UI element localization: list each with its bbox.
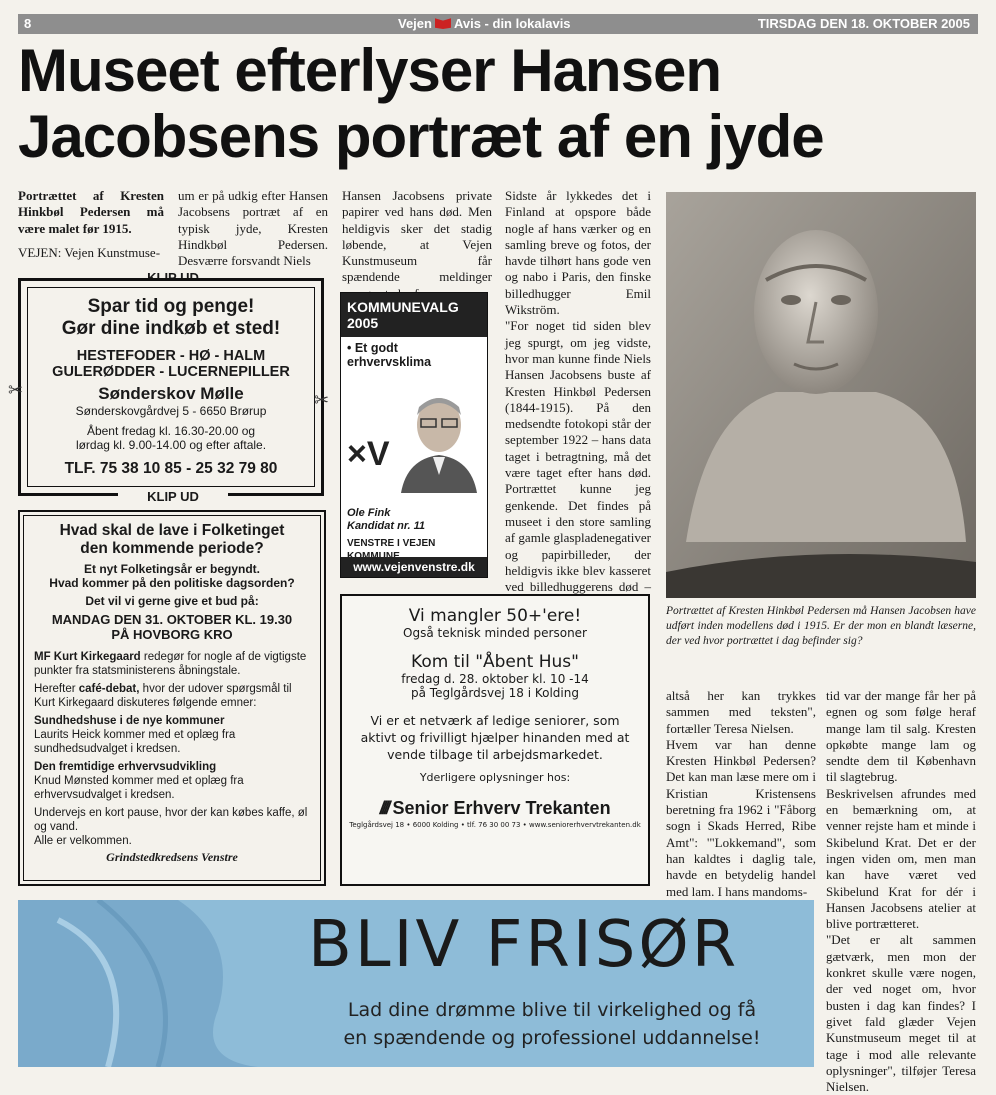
article-col-3: Hansen Jacobsens private papirer ved hans død. Men heldigvis sker det stadig løbende, at Vejen Kunstmuseum får spændende meldinger [342, 188, 492, 285]
article-col-5: altså her kan trykkes sammen med teksten", fortæller Teresa Nielsen. Hvem var han denne Kresten Hinkbøl Pedersen? Det kan man læse mere om i Kristian Kristensens beretning fra 1962 i "Fåborg sogn i Skads Herred, Ribe Amt": '"Lokkemand", som han kaldtes i daglig tale, havde en betydelig handel med lam. I hans mandoms- [666, 688, 816, 899]
election-url: www.vejenvenstre.dk [341, 557, 487, 577]
vote-mark-icon: ×V [347, 435, 390, 473]
newspaper-title: Vejen Avis - din lokalavis [398, 16, 571, 31]
bust-photo [666, 192, 976, 598]
issue-date: TIRSDAG DEN 18. OKTOBER 2005 [757, 16, 970, 31]
hair-illustration [18, 900, 318, 1067]
article-col-2: um er på udkig efter Hansen Jacobsens portræt af en typisk jyde, Kresten Hindkbøl Pedersen. Desværre forsvandt Niels [178, 188, 328, 269]
senior-erhverv-ad: Vi mangler 50+'ere! Også teknisk minded personer Kom til "Åbent Hus" fredag d. 28. oktober kl. 10 -14 på Teglgårdsvej 18 i Kolding Vi er et netværk af ledige seniorer, som aktivt og frivilligt hjælper hinanden med at vende tilbage til arbejdsmarkedet. Yderligere oplysninger hos: //// Senior Erhverv Trekanten Teglgårdsvej 18 • 6000 Kolding • tlf. 76 30 00 73 • www.seniorerhvervtrekanten.dk [340, 594, 650, 886]
bliv-frisor-ad: BLIV FRISØR Lad dine drømme blive til virkelighed og få en spændende og professionel uddannelse! [18, 900, 814, 1067]
klip-ud-bottom-label: KLIP UD [118, 489, 228, 504]
article-col-6: tid var der mange får her på egnen og som følge heraf mange lam til salg. Kresten opkøbte mange lam og sendte dem til København til slagtebrug. Beskrivelsen afrundes med en bemærkning om, at venner rejste ham et minde i Skibelund Krat. Det er der ingen viden om, men man kan have været ved Skibelund Krat for dér i Hansen Jacobsens atelier at blive portrætteret. "Det er alt sammen gætværk, men mon der konkret skulle være nogen, der ved noget om, hvor busten i dag kan findes? I givet fald glæder Vejen Kunstmuseum meget til at tage i mod alle relevante oplysninger", tilføjer Teresa Nielsen. [826, 688, 976, 1095]
page-number: 8 [24, 16, 32, 31]
book-icon [435, 17, 451, 29]
frisor-title: BLIV FRISØR [308, 908, 740, 982]
venstre-meeting-ad: Hvad skal de lave i Folketinget den kommende periode? Et nyt Folketingsår er begyndt. Hvad kommer på den politiske dagsorden? Det vil vi gerne give et bud på: MANDAG DEN 31. OKTOBER KL. 19.30 PÅ HOVBORG KRO MF Kurt Kirkegaard redegør for nogle af de vigtigste punkter fra statsministerens åbningstale. Herefter café-debat, hvor der udover spørgsmål til Kurt Kirkegaard diskuteres følgende emner: Sundhedshuse i de nye kommuner Laurits Heick kommer med et oplæg fra sundhedsudvalget i kredsen. Den fremtidige erhvervsudvikling Knud Mønsted kommer med et oplæg fra erhvervsudvalget i kredsen. Undervejs en kort pause, hvor der kan købes kaffe, øl og vand. Alle er velkommen. Grindstedkredsens Venstre [18, 510, 326, 886]
article-col-4: Sidste år lykkedes det i Finland at opspore både nogle af hans værker og en samling breve og fotos, der havde tilhørt hans gode ven og nabo i Paris, den finske billedhugger Emil Wikström. "For noget tid siden blev jeg spurgt, om jeg vidste, hvor man kunne finde Niels Hansen Jacobsens buste af Kresten Hinkbøl Pedersen (1844-1915). På den medsendte fotokopi står der september 1922 – hans data taget i betragtning, må det være taget efter hans død. Portrættet kunne jeg genkende. Det findes på museet i den store samling af gamle glaspladenegativer og papirbilleder, der heldigvis ikke blev kasseret ved billedhuggerens død – [505, 188, 651, 595]
sonderskov-ad: Spar tid og penge! Gør dine indkøb et sted! HESTEFODER - HØ - HALM GULERØDDER - LUCERNEPILLER Sønderskov Mølle Sønderskovgårdvej 5 - 6650 Brørup Åbent fredag kl. 16.30-20.00 og lørdag kl. 9.00-14.00 og efter aftale. TLF. 75 38 10 85 - 25 32 79 80 [18, 278, 324, 496]
candidate-photo [397, 385, 481, 493]
scissors-icon: ✂ [8, 380, 24, 400]
photo-caption: Portrættet af Kresten Hinkbøl Pedersen må Hansen Jacobsen have udført inden modellens død i 1915. Er der mon en blandt læserne, der ved hvor portrættet i dag befinder sig? [666, 605, 976, 647]
scissors-icon: ✂ [314, 390, 330, 410]
election-banner: KOMMUNEVALG 2005 [341, 293, 487, 337]
senior-logo: //// Senior Erhverv Trekanten [379, 798, 611, 818]
slash-logo-icon: //// [379, 798, 388, 818]
masthead-bar [18, 14, 978, 34]
article-headline: Museet efterlyser Hansen Jacobsens portræt af en jyde [18, 37, 824, 170]
election-ad: KOMMUNEVALG 2005 • Et godt erhvervsklima ×V Ole Fink Kandidat nr. 11 VENSTRE I VEJEN www.vejenvenstre.dk [340, 292, 488, 578]
article-col-1: Portrættet af Kresten Hinkbøl Pedersen må være malet før 1915. VEJEN: Vejen Kunstmuse- [18, 188, 164, 260]
ad-signature: Grindstedkredsens Venstre [106, 850, 238, 864]
article-lead: Portrættet af Kresten Hinkbøl Pedersen må være malet før 1915. [18, 188, 164, 236]
bust-image [666, 192, 976, 598]
